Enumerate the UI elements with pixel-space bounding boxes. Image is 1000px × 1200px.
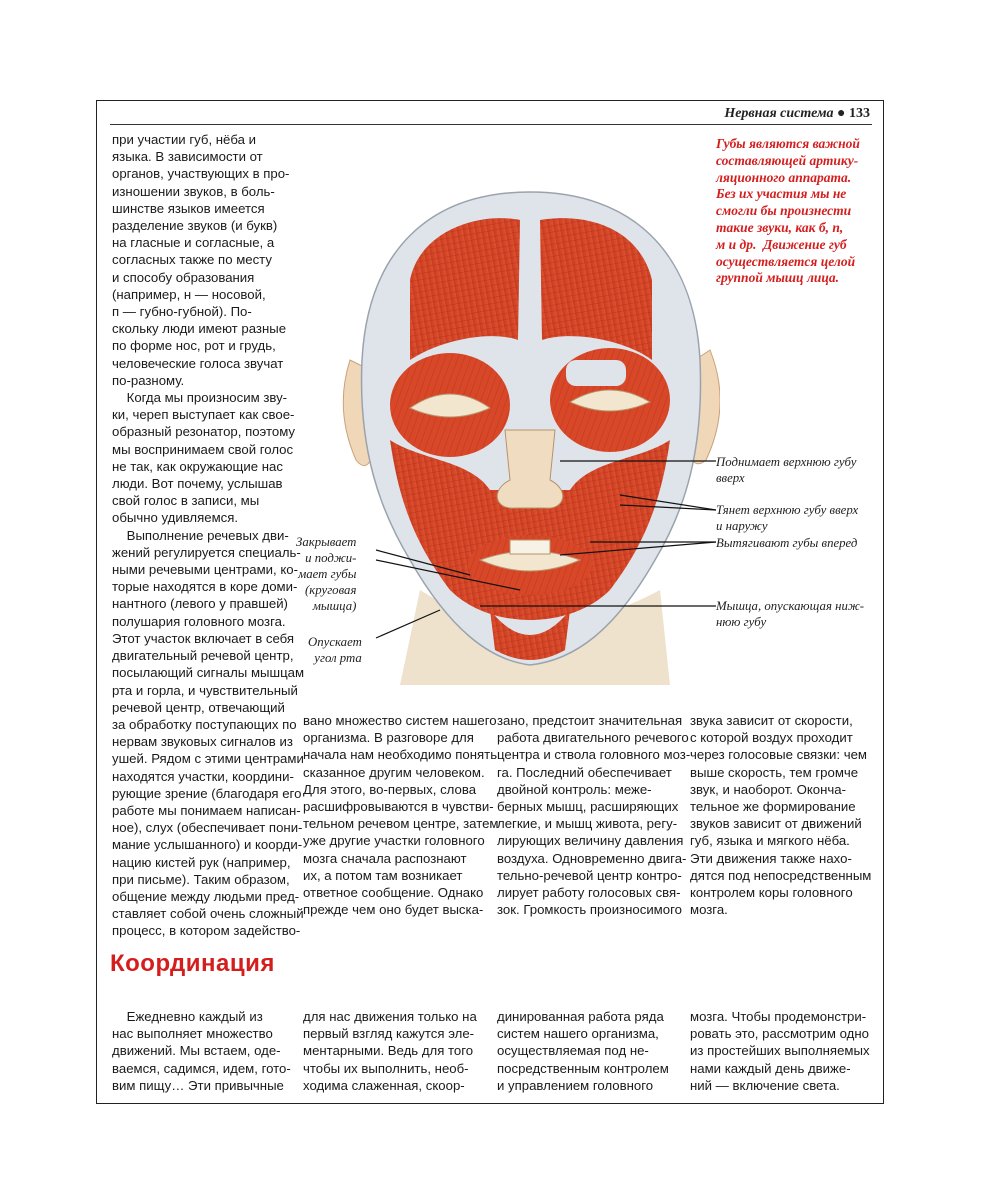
- facial-muscles-illustration: [340, 190, 720, 690]
- header-section: Нервная система: [724, 106, 834, 121]
- header-rule: [110, 124, 872, 125]
- bottom-column-4: мозга. Чтобы продемонстри- ровать это, рассмотрим одно из простейших выполняемых нами каждый день движе- ний — включение света.: [690, 1009, 870, 1093]
- bottom-column-1: Ежедневно каждый из нас выполняет множество движений. Мы встаем, оде- ваемся, садимся, идем, гото- вим пищу… Эти привычные: [112, 1009, 291, 1093]
- body-column-3: зано, предстоит значительная работа двигательного речевого центра и ствола головного моз- га. Последний обеспечивает двойной контроль: меже- берных мышц, расширяющих легкие, и мышц живота, регу- лирующих величину давления воздуха. Одновременно двига- тельно-речевой центр контро- лирует работу голосовых свя- зок. Громкость произносимого: [497, 713, 691, 918]
- label-lowers-mouth-corner: Опускает угол рта: [308, 635, 362, 665]
- body-column-2: вано множество систем нашего организма. В разговоре для начала нам необходимо понять сказанное другим человеком. Для этого, во-первых, слова расшифровываются в чувстви- тельном речевом центре, затем уже другие участки головного мозга сначала распознают их, а потом там возникает ответное сообщение. Однако прежде чем оно будет выска-: [303, 713, 499, 918]
- body-column-1: при участии губ, нёба и языка. В зависимости от органов, участвующих в про- изношении звуков, в боль- шинстве языков имеется разделение звуков (и букв) на гласные и согласные, а согласных также по месту и способу образования (например, н — носовой, п — губно-губной). По- скольку люди имеют разные по форме нос, рот и грудь, человеческие голоса звучат по-разному. Когда мы произносим зву- ки, череп выступает как свое- образный резонатор, поэтому мы воспринимаем свой голос не так, как окружающие нас люди. Вот почему, услышав свой голос в записи, мы обычно удивляемся. Выполнение речевых дви- жений регулируется специаль- ными речевыми центрами, ко- торые находятся в коре доми- нантного (левого у правшей) полушария головного мозга. Этот участок включает в себя двигательный речевой центр, посылающий сигналы мышцам рта и горла, и чувствительный речевой центр, отвечающий за обработку поступающих по нервам звуковых сигналов из ушей. Рядом с этими центрами находятся участки, координи- рующие зрение (благодаря его работе мы понимаем написан- ное), слух (обеспечивает пони- мание услышанного) и коорди- нацию кистей рук (например, при письме). Таким образом, общение между людьми пред- ставляет собой очень сложный процесс, в котором задейство-: [112, 132, 305, 939]
- body-column-4: звука зависит от скорости, с которой воздух проходит через голосовые связки: чем выше скорость, тем громче звук, и наоборот. Оконча- тельное же формирование звуков зависит от движений губ, языка и мягкого нёба. Эти движения также нахо- дятся под непосредственным контролем коры головного мозга.: [690, 713, 872, 918]
- figure-caption: Губы являются важной составляющей артику- ляционного аппарата. Без их участия мы не смогли бы произнести такие звуки, как б, п, м и др. Движение губ осуществляется целой группой мышц лица.: [716, 136, 860, 286]
- page-number: 133: [849, 106, 870, 121]
- section-title: Координация: [110, 950, 275, 977]
- label-depressor-lower-lip: Мышца, опускающая ниж- нюю губу: [716, 599, 865, 629]
- label-closes-lips: Закрывает и поджи- мает губы (круговая мышца): [296, 535, 357, 613]
- label-extends-lips: Вытягивают губы вперед: [716, 536, 858, 550]
- label-raises-upper-lip: Поднимает верхнюю губу вверх: [716, 455, 857, 485]
- bottom-column-3: динированная работа ряда систем нашего организма, осуществляемая под не- посредственным контролем и управлением головного: [497, 1009, 669, 1093]
- running-header: [724, 106, 870, 122]
- header-bullet: ●: [837, 106, 846, 121]
- label-pulls-upper-lip: Тянет верхнюю губу вверх и наружу: [716, 503, 859, 533]
- teeth: [510, 540, 550, 554]
- bottom-column-2: для нас движения только на первый взгляд кажутся эле- ментарными. Ведь для того чтобы их выполнить, необ- ходима слаженная, скоор-: [303, 1009, 477, 1093]
- right-orbit-gap: [566, 360, 626, 386]
